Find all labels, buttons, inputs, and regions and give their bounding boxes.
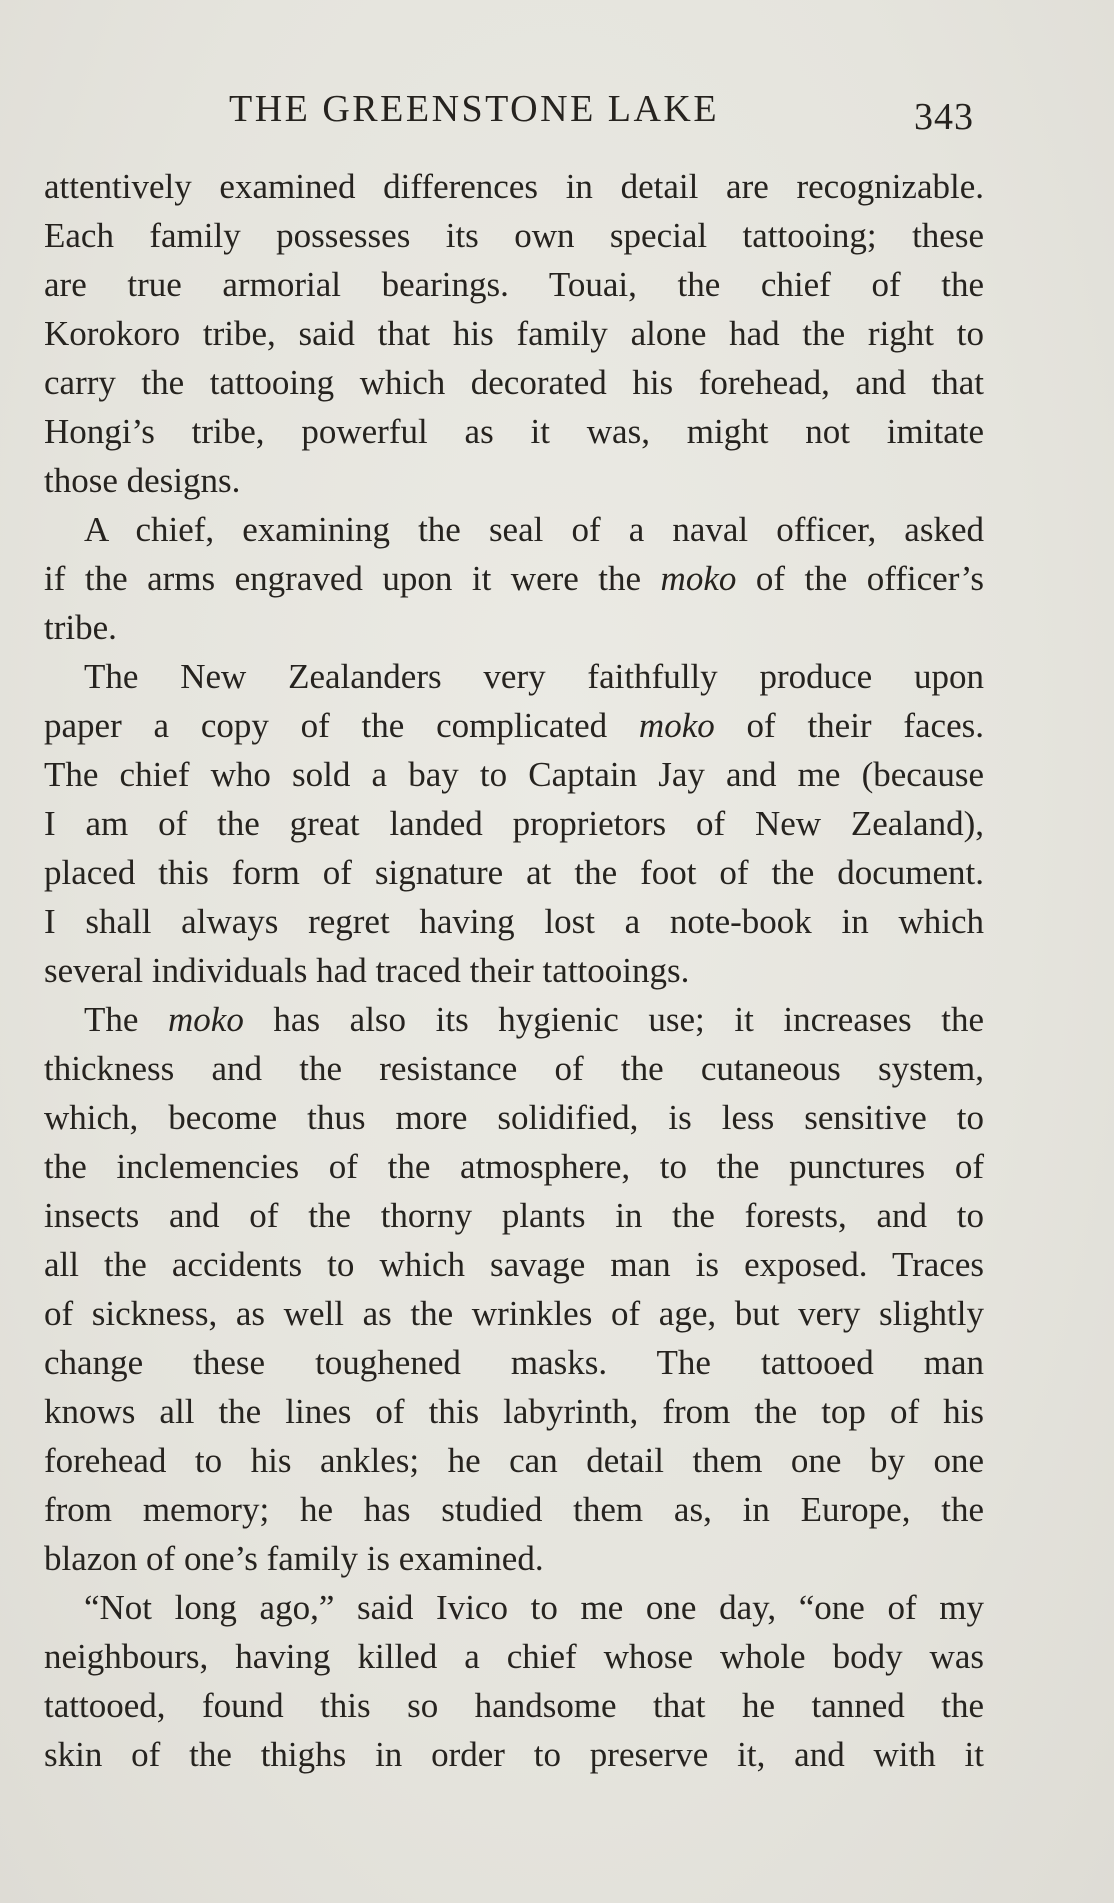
text-line: if the arms engraved upon it were the moko of the officer’s (44, 559, 985, 598)
text-line: are true armorial bearings. Touai, the chief of the (44, 265, 984, 304)
text-line: which, become thus more solidified, is less sensitive to (44, 1098, 984, 1137)
italic-term: moko (660, 559, 737, 598)
text-line: from memory; he has studied them as, in Europe, the (44, 1490, 984, 1529)
text-line: I am of the great landed proprietors of New Zealand), (44, 804, 984, 843)
text-line: change these toughened masks. The tattooed man (44, 1343, 984, 1382)
text-line: The New Zealanders very faithfully produce upon (84, 657, 984, 696)
text-line: attentively examined differences in detail are recognizable. (44, 167, 984, 206)
text-line: Korokoro tribe, said that his family alone had the right to (44, 314, 984, 353)
text-line: A chief, examining the seal of a naval officer, asked (84, 510, 984, 549)
running-head (44, 84, 984, 138)
page-number: 343 (914, 96, 974, 138)
text-line: the inclemencies of the atmosphere, to the punctures of (44, 1147, 984, 1186)
text-line: knows all the lines of this labyrinth, from the top of his (44, 1392, 984, 1431)
text-line: I shall always regret having lost a note-book in which (44, 902, 984, 941)
text-line: neighbours, having killed a chief whose whole body was (44, 1637, 984, 1676)
text-line: Hongi’s tribe, powerful as it was, might not imitate (44, 412, 984, 451)
text-line: The chief who sold a bay to Captain Jay and me (because (44, 755, 984, 794)
text-line: skin of the thighs in order to preserve it, and with it (44, 1735, 984, 1774)
italic-term: moko (638, 706, 715, 745)
text-line: blazon of one’s family is examined. (44, 1539, 544, 1578)
text-line: Each family possesses its own special tattooing; these (44, 216, 984, 255)
text-line: those designs. (44, 461, 241, 500)
text-line: placed this form of signature at the foot of the document. (44, 853, 984, 892)
text-line: “Not long ago,” said Ivico to me one day, “one of my (84, 1588, 984, 1627)
text-line: carry the tattooing which decorated his forehead, and that (44, 363, 984, 402)
text-line: paper a copy of the complicated moko of their faces. (44, 706, 984, 745)
text-line: all the accidents to which savage man is exposed. Traces (44, 1245, 984, 1284)
text-line: several individuals had traced their tattooings. (44, 951, 690, 990)
text-line: tattooed, found this so handsome that he tanned the (44, 1686, 984, 1725)
text-line: forehead to his ankles; he can detail them one by one (44, 1441, 984, 1480)
italic-term: moko (168, 1000, 244, 1039)
text-line: tribe. (44, 608, 117, 647)
body-text (44, 162, 984, 1779)
text-line: of sickness, as well as the wrinkles of age, but very slightly (44, 1294, 984, 1333)
text-line: The moko has also its hygienic use; it increases the (84, 1000, 985, 1039)
text-line: insects and of the thorny plants in the forests, and to (44, 1196, 984, 1235)
running-title: THE GREENSTONE LAKE (229, 88, 720, 130)
text-line: thickness and the resistance of the cutaneous system, (44, 1049, 984, 1088)
